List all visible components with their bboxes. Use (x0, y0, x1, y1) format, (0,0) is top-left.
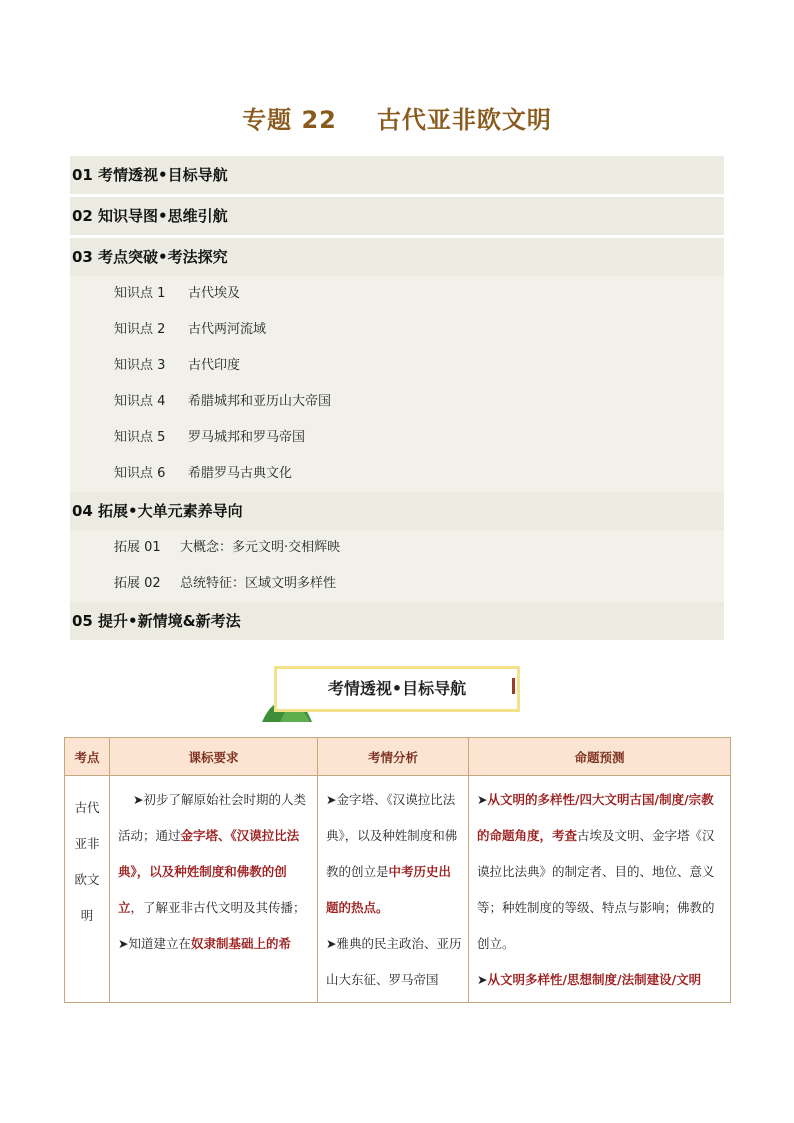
toc-point-1[interactable]: 知识点 1 古代埃及 (70, 276, 724, 312)
cell-kebiao: ➤初步了解原始社会时期的人类活动；通过金字塔、《汉谟拉比法典》，以及种姓制度和佛教的创立，了解亚非古代文明及其传播； ➤知道建立在奴隶制基础上的希 (110, 776, 318, 1003)
header-kebiao: 课标要求 (110, 738, 318, 776)
cell-kaoqing: ➤金字塔、《汉谟拉比法典》，以及种姓制度和佛教的创立是中考历史出题的热点。 ➤雅典的民主政治、亚历山大东征、罗马帝国 (318, 776, 469, 1003)
toc-point-5[interactable]: 知识点 5 罗马城邦和罗马帝国 (70, 420, 724, 456)
section-banner (262, 664, 532, 722)
toc-point-2[interactable]: 知识点 2 古代两河流域 (70, 312, 724, 348)
banner-accent-bar (512, 678, 515, 694)
table-row (65, 776, 731, 1003)
toc-ext-2[interactable]: 拓展 02 总统特征：区域文明多样性 (70, 566, 724, 602)
title-text: 古代亚非欧文明 (376, 106, 552, 134)
toc-section-05[interactable]: 05 提升•新情境&新考法 (70, 602, 724, 640)
page-title (0, 100, 794, 135)
toc-ext-1[interactable]: 拓展 01 大概念：多元文明·交相辉映 (70, 530, 724, 566)
exam-analysis-table (64, 737, 731, 1003)
table-header-row (65, 738, 731, 776)
toc-point-3[interactable]: 知识点 3 古代印度 (70, 348, 724, 384)
toc-section-02[interactable]: 02 知识导图•思维引航 (70, 197, 724, 235)
toc-section-01[interactable]: 01 考情透视•目标导航 (70, 156, 724, 194)
header-kaodian: 考点 (65, 738, 110, 776)
toc-point-6[interactable]: 知识点 6 希腊罗马古典文化 (70, 456, 724, 492)
table-of-contents (70, 156, 724, 643)
toc-section-04[interactable]: 04 拓展•大单元素养导向 (70, 492, 724, 530)
banner-title: 考情透视•目标导航 (327, 679, 467, 698)
cell-mingti: ➤从文明的多样性/四大文明古国/制度/宗教的命题角度，考查古埃及文明、金字塔《汉谟拉比法典》的制定者、目的、地位、意义等；种姓制度的等级、特点与影响；佛教的创立。 ➤从文明多样性/思想制度/法制建设/文明 (469, 776, 731, 1003)
header-mingti: 命题预测 (469, 738, 731, 776)
header-kaoqing: 考情分析 (318, 738, 469, 776)
cell-kaodian: 古代 亚非 欧文 明 (65, 776, 110, 1003)
toc-point-4[interactable]: 知识点 4 希腊城邦和亚历山大帝国 (70, 384, 724, 420)
toc-section-03[interactable]: 03 考点突破•考法探究 (70, 238, 724, 276)
title-prefix: 专题 22 (242, 106, 337, 134)
